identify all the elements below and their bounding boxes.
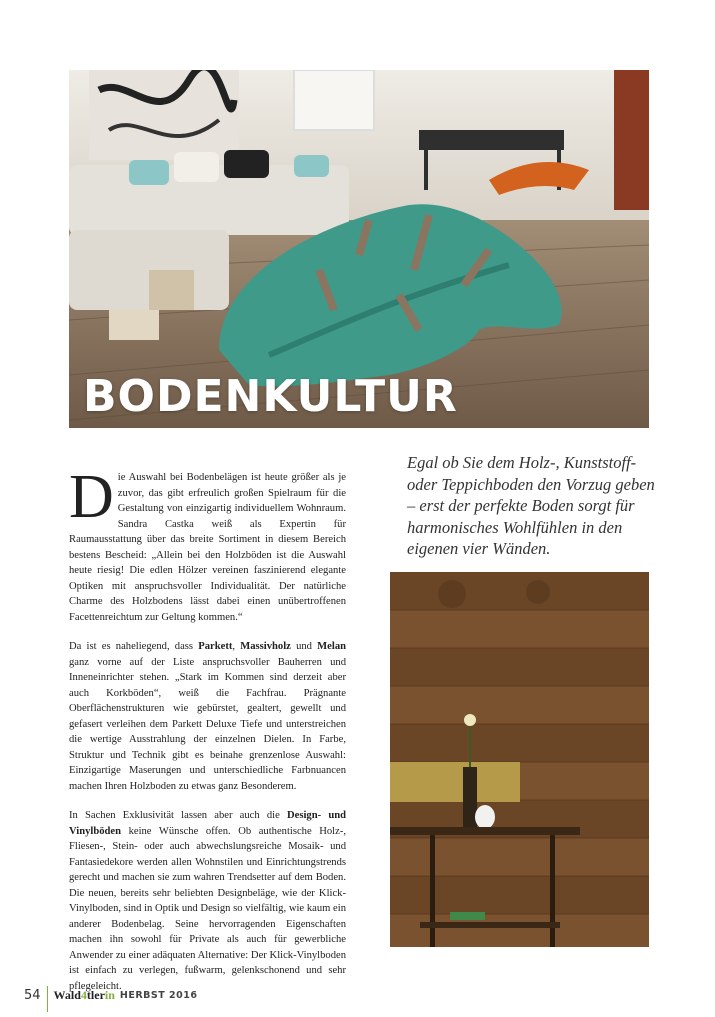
- highlight-parkett: Parkett: [198, 641, 233, 652]
- paragraph-1: [69, 463, 346, 625]
- wood-wall-illustration: [390, 572, 649, 947]
- paragraph-3-post: keine Wünsche offen. Ob authentische Holz-, Fliesen-, Stein- oder auch abwechslungsreiche Mosaik- und Fantasiedekore werden allen Wohnstilen und Einrichtungstrends gerecht und machen sie zum wahren Trendsetter auf dem Boden. Die neuen, bereits sehr beliebten Designbeläge, wie der Klick-Vinylboden, sind in Optik und Design so vielfältig, wie kaum ein anderer Bodenbelag. Seine hervorragenden Eigenschaften machen ihn sowohl für Private als auch für gewerbliche Anwender zu einer adäquaten Alternative: Der Klick-Vinylboden ist einfach zu verlegen, fußwarm, gelenkschonend und sehr pflegeleicht.: [69, 825, 346, 992]
- paragraph-2-sep1: ,: [232, 641, 241, 652]
- page-footer: [24, 988, 197, 1002]
- brand-part1: Wald: [53, 987, 81, 1002]
- paragraph-2-sep2: und: [290, 641, 318, 652]
- footer-divider: [47, 986, 48, 1012]
- magazine-brand: [54, 988, 115, 1003]
- highlight-massivholz: Massivholz: [240, 641, 291, 652]
- pull-quote: Egal ob Sie dem Holz-, Kunststoff- oder Teppichboden den Vorzug geben – erst der perfekte Boden sorgt für harmonisches Wohlfühlen in den eigenen vier Wänden.: [407, 453, 655, 558]
- paragraph-3: [69, 808, 346, 994]
- highlight-design-vinyl: Design- und Vinylböden: [69, 810, 346, 837]
- paragraph-2-post: ganz vorne auf der Liste anspruchsvoller Bauherren und Inneneinrichter stehen. „Stark im Kommen sind derzeit aber auch Korkböden“, weiß die Fachfrau. Prägnante Oberflächenstrukturen wie gebürstet, gealtert, gewellt und gefasert verleihen dem Parkett Deluxe Tiefe und unterstreichen die wertige Ausstrahlung der einzelnen Dielen. In Farbe, Struktur und Technik gibt es beinahe grenzenlose Auswahl: Einzigartige Maserungen und unterschiedliche Farbnuancen machen Ihren Holzboden zu etwas ganz Besonderem.: [69, 656, 346, 792]
- brand-accent: 4: [80, 987, 87, 1002]
- issue-label: HERBST 2016: [119, 989, 198, 1001]
- page-number: 54: [24, 987, 41, 1003]
- hero-photo: [69, 70, 649, 428]
- paragraph-2-pre: Da ist es naheliegend, dass: [69, 641, 199, 652]
- brand-part2: tler: [86, 987, 105, 1002]
- page-title: BODENKULTUR: [83, 371, 458, 422]
- article-body: [69, 463, 347, 1008]
- highlight-melan: Melan: [317, 641, 347, 652]
- paragraph-3-pre: In Sachen Exklusivität lassen aber auch die: [69, 810, 287, 821]
- paragraph-2: [69, 639, 346, 794]
- brand-accent2: in: [104, 987, 115, 1002]
- paragraph-1-text: ie Auswahl bei Bodenbelägen ist heute größer als je zuvor, das gibt erfreulich großen Spielraum für die Gestaltung von einzigartig individuellem Wohnraum. Sandra Castka weiß als Expertin für Raumausstattung über das breite Sortiment in diesem Bereich bestens Bescheid: „Allein bei den Holzböden ist die Auswahl heute riesig! Die edlen Hölzer vereinen faszinierend elegante Optiken mit anspruchsvoller Individualität. Der natürliche Charme des Holzbodens lässt dabei einen unübertroffenen Facettenreichtum zur Geltung kommen.“: [69, 472, 346, 623]
- drop-cap: D: [69, 463, 114, 531]
- wood-wall-photo: [390, 572, 649, 947]
